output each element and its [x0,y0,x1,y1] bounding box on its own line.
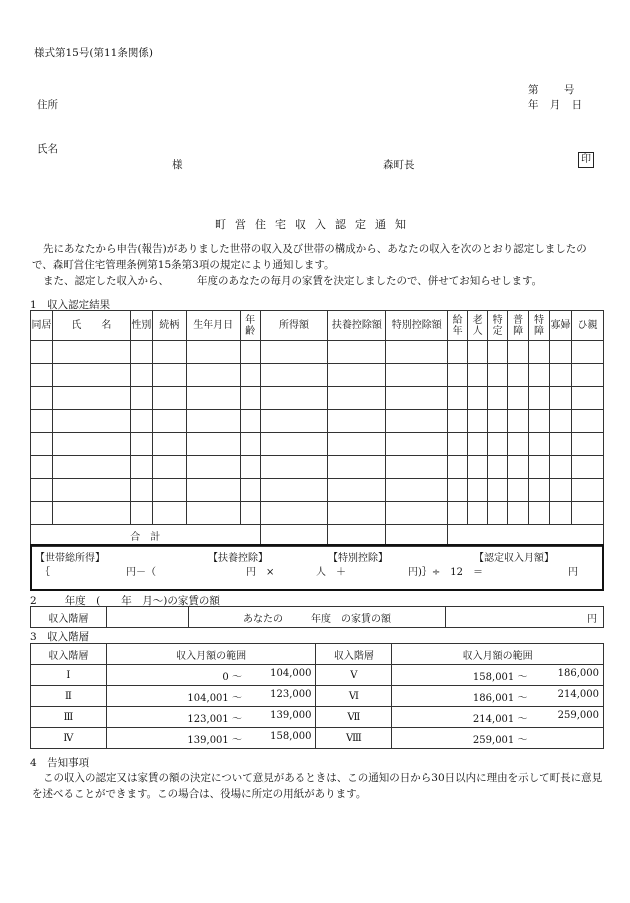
table-cell[interactable] [52,479,130,502]
table-cell[interactable] [186,341,240,364]
table-cell[interactable] [508,364,529,387]
table-cell[interactable] [550,479,572,502]
label-household-income: 【世帯総所得】 [35,553,105,564]
table-cell[interactable] [186,410,240,433]
column-header: 氏 名 [52,311,130,341]
total-label: 合 計 [31,525,261,547]
column-header: 続柄 [152,311,186,341]
table-cell[interactable] [529,502,550,525]
table-cell[interactable] [468,364,488,387]
table-cell[interactable] [468,433,488,456]
range-low: 158,001 [472,671,515,683]
calc-yen-divide: 円)｝÷ 12 ＝ [408,567,484,578]
rent-amount-label-a: あなたの [242,613,283,625]
table-cell[interactable] [328,456,386,479]
form-number: 様式第15号(第11条関係) [34,47,153,59]
table-cell[interactable] [52,502,130,525]
table-cell[interactable] [130,456,152,479]
calc-yen-times: 円 × [246,567,275,578]
table-cell[interactable] [571,456,603,479]
range-low: 186,001 [472,692,515,704]
table-cell[interactable] [328,410,386,433]
table-cell[interactable] [488,433,508,456]
level-cell: Ⅱ [31,686,107,707]
table-cell[interactable] [260,410,328,433]
column-header: ひ親 [571,311,603,341]
column-header: 給年 [448,311,468,341]
table-cell[interactable] [571,364,603,387]
table-cell[interactable] [152,479,186,502]
table-cell[interactable] [31,410,53,433]
table-cell[interactable] [550,433,572,456]
table-cell[interactable] [386,387,448,410]
table-cell[interactable] [31,479,53,502]
table-cell[interactable] [448,341,468,364]
table-cell[interactable] [508,433,529,456]
column-header: 所得額 [260,311,328,341]
table-cell[interactable] [31,502,53,525]
table-cell[interactable] [386,341,448,364]
level-cell: Ⅴ [316,665,392,686]
range-low: 104,001 [187,692,229,704]
range-low: 139,001 [187,734,229,746]
table-cell[interactable] [130,387,152,410]
table-row [31,456,604,479]
range-low: 214,001 [472,713,515,725]
table-cell[interactable] [260,433,328,456]
table-cell[interactable] [260,364,328,387]
range-high: 186,000 [557,667,599,679]
column-header: 年齢 [240,311,260,341]
table-cell[interactable] [240,456,260,479]
table-cell[interactable] [130,410,152,433]
table-cell[interactable] [468,502,488,525]
table-cell[interactable] [31,387,53,410]
table-cell[interactable] [52,410,130,433]
table-cell[interactable] [130,341,152,364]
rent-paragraph [32,273,607,289]
level-cell: Ⅵ [316,686,392,707]
table-cell[interactable] [468,456,488,479]
level-header: 収入階層 [31,644,107,665]
table-row [31,387,604,410]
table-cell[interactable] [571,433,603,456]
notice-text: この収入の認定又は家賃の額の決定について意見があるときは、この通知の日から30日以内に理由を示して町長に意見を述べることができます。この場合は、役場に所定の用紙があります。 [32,772,603,800]
range-cell [106,686,316,707]
table-cell[interactable] [448,410,468,433]
rent-amount-value: 円 [446,607,604,628]
column-header: 性別 [130,311,152,341]
table-cell[interactable] [328,364,386,387]
table-cell[interactable] [550,410,572,433]
table-cell[interactable] [52,456,130,479]
table-cell[interactable] [260,387,328,410]
range-cell [106,707,316,728]
table-row [31,665,604,686]
table-cell[interactable] [529,341,550,364]
column-header: 生年月日 [186,311,240,341]
table-row [31,479,604,502]
table-cell[interactable] [448,364,468,387]
table-cell[interactable] [152,502,186,525]
seal-stamp: 印 [578,152,594,168]
table-cell[interactable] [328,502,386,525]
table-cell[interactable] [186,502,240,525]
table-cell[interactable] [386,479,448,502]
table-cell[interactable] [508,502,529,525]
table-cell[interactable] [448,479,468,502]
table-cell[interactable] [571,502,603,525]
table-cell[interactable] [550,341,572,364]
table-cell[interactable] [488,387,508,410]
rent-amount-label-b: 年度 の家賃の額 [310,613,391,625]
rent-amount-label [188,607,446,628]
range-high: 123,000 [270,688,312,700]
table-row [31,341,604,364]
range-low: 123,001 [187,713,229,725]
range-tilde: ～ [231,671,242,683]
table-cell[interactable] [508,341,529,364]
level-cell: Ⅲ [31,707,107,728]
calc-yen-minus: 円－（ [126,567,156,578]
income-result-table [30,310,604,547]
table-cell[interactable] [488,341,508,364]
table-cell[interactable] [152,364,186,387]
table-cell[interactable] [152,387,186,410]
table-cell[interactable] [152,410,186,433]
table-cell[interactable] [508,387,529,410]
table-cell[interactable] [529,456,550,479]
range-cell [392,728,604,749]
table-cell[interactable] [448,456,468,479]
table-cell[interactable] [448,502,468,525]
column-header: 特障 [529,311,550,341]
table-cell[interactable] [550,364,572,387]
table-cell[interactable] [31,364,53,387]
table-cell[interactable] [550,456,572,479]
column-header: 特別控除額 [386,311,448,341]
table-cell[interactable] [508,479,529,502]
level-cell: Ⅰ [31,665,107,686]
table-cell[interactable] [31,341,53,364]
table-cell[interactable] [186,364,240,387]
level-cell: Ⅶ [316,707,392,728]
range-tilde: ～ [517,734,528,746]
table-cell[interactable] [240,410,260,433]
label-monthly-income: 【認定収入月額】 [474,553,554,564]
table-cell[interactable] [240,341,260,364]
table-cell[interactable] [240,502,260,525]
column-header: 同居 [31,311,53,341]
table-cell[interactable] [550,387,572,410]
table-cell[interactable] [186,433,240,456]
rent-paragraph-b: 年度のあなたの毎月の家賃を決定しましたので、併せてお知らせします。 [197,275,543,287]
section2-number: 2 [30,595,37,607]
table-cell[interactable] [31,456,53,479]
table-cell[interactable] [240,479,260,502]
table-cell[interactable] [240,364,260,387]
table-cell[interactable] [130,364,152,387]
range-tilde: ～ [517,692,528,704]
table-cell[interactable] [52,387,130,410]
table-cell[interactable] [130,502,152,525]
section1-heading: 1 収入認定結果 [30,299,111,311]
table-cell[interactable] [328,341,386,364]
range-cell [392,665,604,686]
calc-open-brace: ｛ [40,567,50,578]
table-cell[interactable] [508,410,529,433]
range-cell [106,728,316,749]
table-cell[interactable] [488,410,508,433]
column-header: 老人 [468,311,488,341]
range-cell [392,686,604,707]
table-cell[interactable] [386,456,448,479]
table-cell[interactable] [529,387,550,410]
range-low: 0 [222,671,229,683]
table-cell[interactable] [386,502,448,525]
range-cell [106,665,316,686]
table-cell[interactable] [571,410,603,433]
range-header: 収入月額の範囲 [106,644,316,665]
rent-paragraph-a: また、認定した収入から、 [43,275,169,287]
table-row [31,707,604,728]
table-row [31,502,604,525]
range-tilde: ～ [231,692,242,704]
table-cell[interactable] [571,479,603,502]
range-high: 259,000 [557,709,599,721]
table-cell[interactable] [260,456,328,479]
table-cell[interactable] [448,433,468,456]
range-cell [392,707,604,728]
calc-person-plus: 人 ＋ [316,567,346,578]
table-cell[interactable] [328,479,386,502]
rent-level-label: 収入階層 [31,607,107,628]
range-tilde: ～ [517,671,528,683]
range-header: 収入月額の範囲 [392,644,604,665]
table-cell[interactable] [529,479,550,502]
level-cell: Ⅷ [316,728,392,749]
table-cell[interactable] [52,341,130,364]
table-cell[interactable] [152,341,186,364]
table-cell[interactable] [52,433,130,456]
page-title: 町営住宅収入認定通知 [215,218,415,231]
issue-date: 年 月 日 [528,99,583,111]
table-cell[interactable] [468,387,488,410]
table-cell[interactable] [529,410,550,433]
level-cell: Ⅳ [31,728,107,749]
table-cell[interactable] [52,364,130,387]
table-cell[interactable] [328,387,386,410]
range-tilde: ～ [231,713,242,725]
table-cell[interactable] [130,433,152,456]
section4-heading: 4 告知事項 [30,757,90,769]
range-high: 158,000 [270,730,312,742]
table-cell[interactable] [468,410,488,433]
table-cell[interactable] [260,502,328,525]
column-header: 普障 [508,311,529,341]
table-cell[interactable] [130,479,152,502]
table-cell[interactable] [186,387,240,410]
table-cell[interactable] [529,364,550,387]
table-cell[interactable] [240,387,260,410]
table-cell[interactable] [152,433,186,456]
label-dependent-deduction: 【扶養控除】 [208,553,268,564]
table-cell[interactable] [328,433,386,456]
level-header: 収入階層 [316,644,392,665]
income-level-table [30,643,604,749]
table-cell[interactable] [488,479,508,502]
table-cell[interactable] [488,456,508,479]
table-row [31,364,604,387]
table-cell[interactable] [488,502,508,525]
table-cell[interactable] [260,479,328,502]
range-tilde: ～ [517,713,528,725]
table-row [31,686,604,707]
table-cell[interactable] [488,364,508,387]
table-cell[interactable] [468,341,488,364]
table-cell[interactable] [468,479,488,502]
table-row [31,728,604,749]
range-tilde: ～ [231,734,242,746]
column-header: 特定 [488,311,508,341]
table-cell[interactable] [386,410,448,433]
address-label: 住所 [37,99,58,111]
table-cell[interactable] [186,456,240,479]
range-high: 139,000 [270,709,312,721]
range-high: 214,000 [557,688,599,700]
table-cell[interactable] [508,456,529,479]
column-header: 寡婦 [550,311,572,341]
honorific: 様 [172,159,183,171]
table-cell[interactable] [260,341,328,364]
table-row [31,410,604,433]
intro-paragraph: 先にあなたから申告(報告)がありました世帯の収入及び世帯の構成から、あなたの収入を次のとおり認定しましたので、森町営住宅管理条例第15条第3項の規定により通知します。 [32,243,587,271]
table-cell[interactable] [152,456,186,479]
table-cell[interactable] [240,433,260,456]
table-cell[interactable] [448,387,468,410]
rent-table [30,606,604,628]
table-cell[interactable] [571,341,603,364]
calculation-box [30,544,604,591]
calc-yen-result: 円 [568,567,578,578]
table-row [31,433,604,456]
name-label: 氏名 [37,143,58,155]
table-cell[interactable] [186,479,240,502]
table-cell[interactable] [386,364,448,387]
issuer: 森町長 [383,159,415,171]
section3-heading: 3 収入階層 [30,631,90,643]
table-cell[interactable] [550,502,572,525]
table-cell[interactable] [571,387,603,410]
table-cell[interactable] [31,433,53,456]
document-number: 第 号 [528,84,575,96]
range-low: 259,001 [472,734,515,746]
range-high: 104,000 [270,667,312,679]
table-cell[interactable] [386,433,448,456]
table-cell[interactable] [529,433,550,456]
column-header: 扶養控除額 [328,311,386,341]
label-special-deduction: 【特別控除】 [328,553,388,564]
rent-level-value [106,607,188,628]
section2-title: 年度 ( 年 月～)の家賃の額 [64,595,220,607]
